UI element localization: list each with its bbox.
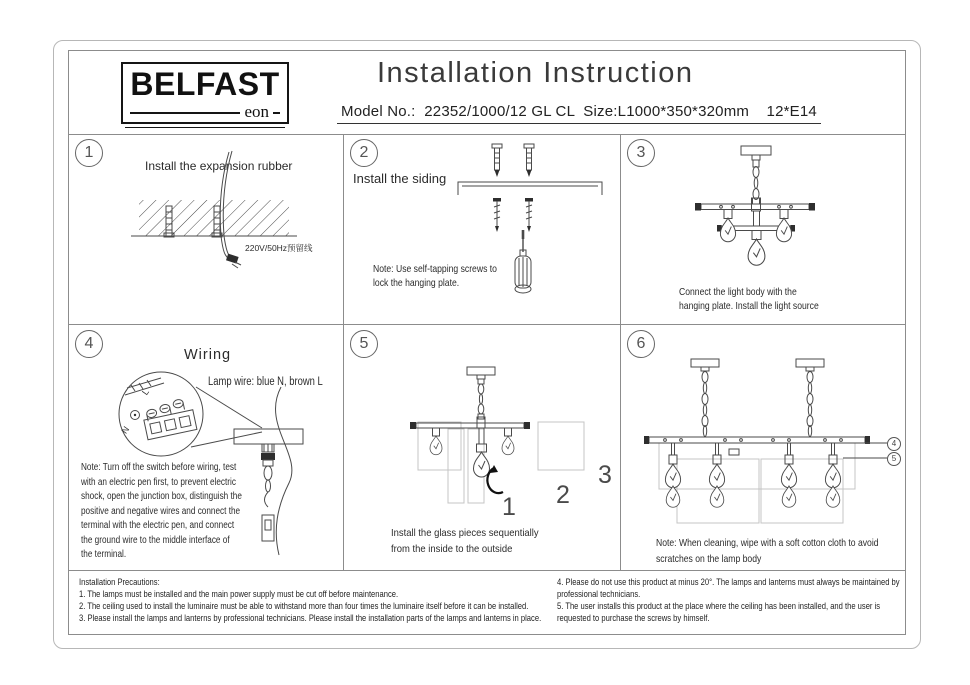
glass-sequence-3: 3 bbox=[598, 461, 612, 489]
terminal-n-label: N bbox=[119, 424, 132, 436]
lamp-wire-label: Lamp wire: blue N, brown L bbox=[208, 376, 323, 388]
step-panel-4 bbox=[69, 325, 344, 571]
step6-note: Note: When cleaning, wipe with a soft cotton cloth to avoid scratches on the lamp body bbox=[656, 537, 879, 565]
step-number-badge: 5 bbox=[350, 330, 378, 358]
logo-rule-line bbox=[130, 112, 240, 114]
step4-note: Note: Turn off the switch before wiring, test with an electric pen first, to prevent electric shock, open the junction box, distinguish the positive and negative wires and connect the terminal with the electric pen, and connect the ground wire to the middle interface of the terminal. bbox=[81, 462, 242, 560]
step-panel-5 bbox=[344, 325, 621, 571]
step-panel-6 bbox=[621, 325, 905, 571]
step5-caption: Install the glass pieces sequentially from the inside to the outside bbox=[391, 527, 539, 555]
page-title: Installation Instruction bbox=[377, 57, 694, 89]
document-frame bbox=[68, 50, 906, 635]
precaution-item: 3. Please install the lamps and lanterns by professional technicians. Please install the installation parts of the lamps and lanterns in place. bbox=[79, 613, 542, 624]
callout-5: 5 bbox=[887, 452, 901, 466]
precaution-item: 2. The ceiling used to install the luminaire must be able to withstand more than four times the luminaire itself before it can be installed. bbox=[79, 601, 529, 612]
precautions-section bbox=[69, 571, 905, 634]
brand-sub-name: eon bbox=[244, 102, 269, 121]
glass-sequence-2: 2 bbox=[556, 481, 570, 509]
callout-4: 4 bbox=[887, 437, 901, 451]
step-number-badge: 2 bbox=[350, 139, 378, 167]
brand-logo bbox=[121, 62, 289, 124]
step-panel-2 bbox=[344, 134, 621, 325]
step2-note: Note: Use self-tapping screws to lock the hanging plate. bbox=[373, 263, 497, 289]
step3-caption: Connect the light body with the hanging plate. Install the light source bbox=[679, 286, 819, 312]
step-number-badge: 1 bbox=[75, 139, 103, 167]
step2-caption: Install the siding bbox=[353, 171, 447, 186]
precaution-item: 5. The user installs this product at the place where the ceiling has been installed, and the user is requested to purchase the screws by himself. bbox=[557, 601, 881, 624]
terminal-l-label: L bbox=[139, 387, 152, 397]
step1-caption: Install the expansion rubber bbox=[145, 159, 293, 173]
precautions-left-column bbox=[79, 577, 559, 625]
header bbox=[69, 51, 905, 135]
step-panel-1 bbox=[69, 134, 344, 325]
glass-sequence-1: 1 bbox=[502, 493, 516, 521]
precautions-heading: Installation Precautions: bbox=[79, 577, 160, 588]
plug-connector-icon bbox=[226, 254, 241, 268]
screwdriver-icon bbox=[515, 230, 531, 293]
power-spec-label: 220V/50Hz预留线 bbox=[245, 243, 313, 253]
step-number-badge: 3 bbox=[627, 139, 655, 167]
model-number-line: Model No.: 22352/1000/12 GL CL Size:L1000*350*320mm 12*E14 bbox=[337, 103, 821, 124]
precaution-item: 1. The lamps must be installed and the main power supply must be cut off before maintenance. bbox=[79, 589, 399, 600]
step-number-badge: 6 bbox=[627, 330, 655, 358]
step-panel-3 bbox=[621, 134, 905, 325]
step2-drawing-hanging-plate bbox=[344, 134, 621, 325]
logo-dash-line bbox=[273, 112, 280, 114]
step-number-badge: 4 bbox=[75, 330, 103, 358]
brand-name: BELFAST bbox=[130, 66, 280, 102]
step4-title: Wiring bbox=[184, 347, 232, 363]
precaution-item: 4. Please do not use this product at minus 20°. The lamps and lanterns must always be maintained by professional technicians. bbox=[557, 577, 900, 600]
precautions-right-column bbox=[557, 577, 906, 625]
step1-drawing-ceiling-anchors bbox=[69, 134, 344, 325]
